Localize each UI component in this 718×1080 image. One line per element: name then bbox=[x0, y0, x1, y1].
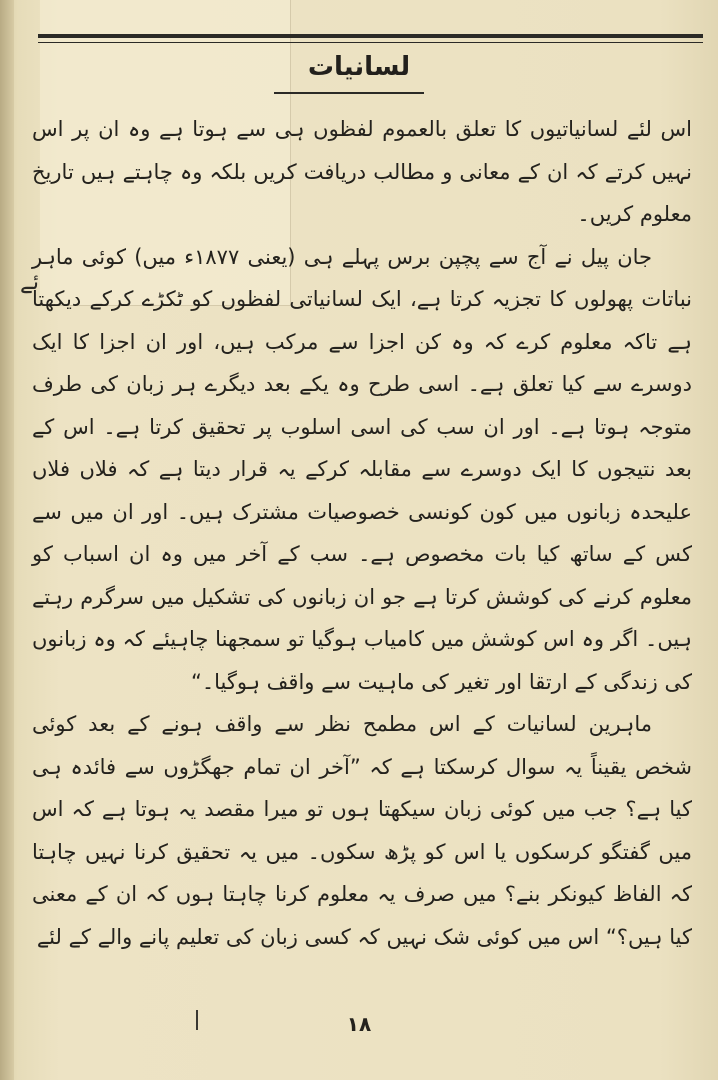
paragraph-1: اس لئے لسانیاتیوں کا تعلق بالعموم لفظوں ہی سے ہوتا ہے وہ ان پر اس نہیں کرتے کہ ان کے معانی و مطالب دریافت کریں بلکہ وہ چاہتے ہیں تاریخ معلوم کریں۔ bbox=[32, 117, 692, 226]
header-title-underline bbox=[274, 92, 424, 94]
body-text bbox=[32, 108, 692, 958]
header-rule-thick bbox=[38, 34, 703, 38]
paragraph-3: ماہرین لسانیات کے اس مطمح نظر سے واقف ہونے کے بعد کوئی شخص یقیناً یہ سوال کرسکتا ہے کہ ”آخر ان تمام جھگڑوں سے فائدہ ہی کیا ہے؟ جب میں کوئی زبان سیکھتا ہوں تو میرا مقصد یہ ہوتا ہے کہ اس میں گفتگو کرسکوں یا اس کو پڑھ سکوں۔ میں یہ تحقیق کرنا نہیں چاہتا کہ الفاظ کیونکر بنے؟ میں صرف یہ معلوم کرنا چاہتا ہوں کہ ان کے معنی کیا ہیں؟“ اس میں کوئی شک نہیں کہ کسی زبان کی تعلیم پانے والے کے لئے bbox=[32, 712, 692, 949]
running-header-title: لسانیات bbox=[307, 52, 411, 82]
paragraph-2: جان پیل نے آج سے پچپن برس پہلے ہی (یعنی ۱۸۷۷ء میں) کوئی ماہر نباتات پھولوں کا تجزیہ کرتا ہے، ایک لسانیاتی لفظوں کو ٹکڑے کرکے دیکھتا ہے تاکہ معلوم کرے کہ وہ کن اجزا سے مرکب ہیں، اور ان اجزا کا ایک دوسرے سے کیا تعلق ہے۔ اسی طرح وہ یکے بعد دیگرے ہر زبان کی طرف متوجہ ہوتا ہے۔ اور ان سب کی اسی اسلوب پر تحقیق کرتا ہے۔ اس کے بعد نتیجوں کا ایک دوسرے سے مقابلہ کرکے یہ قرار دیتا ہے کہ فلاں فلاں علیحدہ زبانوں میں کون کونسی خصوصیات مشترک ہیں۔ اور ان میں سے کس کے ساتھ کیا بات مخصوص ہے۔ سب کے آخر میں وہ ان اسباب کو معلوم کرنے کی کوشش کرتا ہے جو ان زبانوں کی تشکیل میں سرگرم رہتے ہیں۔ اگر وہ اس کوشش میں کامیاب ہوگیا تو سمجھنا چاہیئے کہ وہ زبانوں کی زندگی کے ارتقا اور تغیر کی ماہیت سے واقف ہوگیا۔“ bbox=[32, 244, 692, 694]
page-number: ۱۸ bbox=[346, 1012, 372, 1036]
book-spine-shadow bbox=[0, 0, 14, 1080]
margin-annotation: ئے bbox=[20, 270, 40, 295]
header-rule-thin bbox=[38, 42, 703, 43]
